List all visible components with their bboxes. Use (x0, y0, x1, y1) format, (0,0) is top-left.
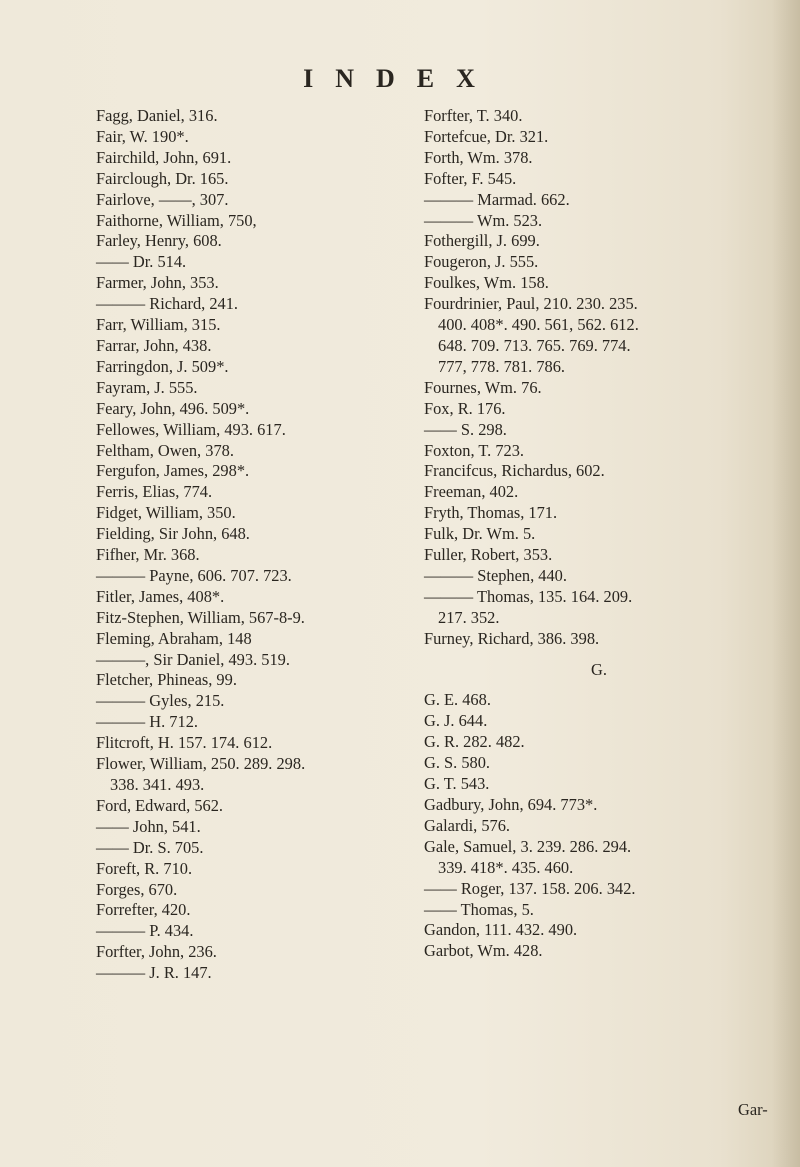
index-entry: —— John, 541. (96, 816, 201, 836)
index-entry: G. S. 580. (424, 753, 491, 773)
index-entry: ——— Marmad. 662. (424, 189, 570, 209)
index-entry: Feltham, Owen, 378. (96, 440, 234, 460)
index-entry: Fayram, J. 555. (96, 377, 198, 397)
index-entry: Flitcroft, H. 157. 174. 612. (96, 733, 273, 753)
index-column-left (96, 106, 456, 984)
index-entry: Farrar, John, 438. (96, 335, 212, 355)
index-entry: Fergufon, James, 298*. (96, 461, 250, 481)
index-entry: 648. 709. 713. 765. 769. 774. (438, 335, 631, 355)
index-entry: ——— Stephen, 440. (424, 565, 567, 585)
index-entry: Feary, John, 496. 509*. (96, 398, 250, 418)
index-entry: Ford, Edward, 562. (96, 795, 224, 815)
page-header: INDEX (303, 64, 497, 93)
index-entry: Fairlove, ——, 307. (96, 189, 229, 209)
index-entry: Fair, W. 190*. (96, 126, 189, 146)
index-entry: Fulk, Dr. Wm. 5. (424, 524, 536, 544)
index-entry: Fitz-Stephen, William, 567-8-9. (96, 607, 305, 627)
index-entry: Farley, Henry, 608. (96, 231, 222, 251)
index-entry: Fryth, Thomas, 171. (424, 503, 558, 523)
index-entry: Forrefter, 420. (96, 900, 191, 920)
index-entry: Fothergill, J. 699. (424, 231, 540, 251)
index-entry: 217. 352. (438, 607, 500, 627)
index-entry: Furney, Richard, 386. 398. (424, 628, 600, 648)
index-entry: ——— Thomas, 135. 164. 209. (424, 586, 633, 606)
index-entry: —— Dr. 514. (96, 252, 187, 272)
index-entry: 400. 408*. 490. 561, 562. 612. (438, 315, 639, 335)
index-entry: Fofter, F. 545. (424, 168, 517, 188)
index-entry: Fuller, Robert, 353. (424, 545, 553, 565)
index-entry: Fielding, Sir John, 648. (96, 524, 250, 544)
section-letter-heading: G. (591, 659, 607, 679)
index-entry: Foulkes, Wm. 158. (424, 273, 549, 293)
index-entry: Ferris, Elias, 774. (96, 482, 213, 502)
index-entry: —— Roger, 137. 158. 206. 342. (424, 878, 636, 898)
index-entry: Gale, Samuel, 3. 239. 286. 294. (424, 836, 632, 856)
index-entry: Fletcher, Phineas, 99. (96, 670, 237, 690)
index-entry: Forth, Wm. 378. (424, 147, 533, 167)
index-entry: G. J. 644. (424, 711, 488, 731)
index-entry: Faithorne, William, 750, (96, 210, 257, 230)
index-entry: G. T. 543. (424, 774, 490, 794)
index-entry: —— Dr. S. 705. (96, 837, 204, 857)
index-entry: ——— J. R. 147. (96, 963, 212, 983)
index-entry: Farr, William, 315. (96, 315, 221, 335)
index-entry: ——— Payne, 606. 707. 723. (96, 565, 292, 585)
index-entry: —— Thomas, 5. (424, 899, 534, 919)
page-edge-shadow (772, 0, 800, 1167)
index-entry: Fortefcue, Dr. 321. (424, 126, 549, 146)
index-entry: 339. 418*. 435. 460. (438, 857, 574, 877)
index-entry: Fagg, Daniel, 316. (96, 106, 218, 125)
index-entry: Fleming, Abraham, 148 (96, 628, 252, 648)
index-entry: ——— Wm. 523. (424, 210, 543, 230)
index-entry: Fifher, Mr. 368. (96, 545, 200, 565)
index-entry: Freeman, 402. (424, 482, 519, 502)
index-entry: Fairchild, John, 691. (96, 147, 232, 167)
index-entry: ——— P. 434. (96, 921, 194, 941)
index-entry: Fairclough, Dr. 165. (96, 168, 229, 188)
catchword: Gar- (738, 1100, 768, 1119)
index-entry: Farringdon, J. 509*. (96, 356, 229, 376)
index-entry: ——— Gyles, 215. (96, 691, 225, 711)
index-entry: Fourdrinier, Paul, 210. 230. 235. (424, 294, 638, 314)
index-entry: Galardi, 576. (424, 815, 511, 835)
index-entry: Farmer, John, 353. (96, 273, 219, 293)
index-entry: Flower, William, 250. 289. 298. (96, 754, 306, 774)
index-entry: G. E. 468. (424, 690, 491, 710)
index-entry: Forfter, T. 340. (424, 106, 523, 125)
index-entry: —— S. 298. (424, 419, 507, 439)
index-entry: Gandon, 111. 432. 490. (424, 920, 578, 940)
index-entry: ——— Richard, 241. (96, 294, 239, 314)
index-column-right (424, 106, 774, 962)
index-entry: Fox, R. 176. (424, 398, 506, 418)
index-entry: 338. 341. 493. (110, 775, 205, 794)
index-entry: G. R. 282. 482. (424, 732, 525, 752)
index-entry: Forges, 670. (96, 879, 178, 899)
index-entry: Fidget, William, 350. (96, 503, 236, 523)
index-entry: Foreft, R. 710. (96, 858, 193, 878)
index-entry: Fellowes, William, 493. 617. (96, 419, 286, 439)
index-entry: Forfter, John, 236. (96, 942, 217, 962)
index-entry: Garbot, Wm. 428. (424, 941, 543, 961)
index-entry: Gadbury, John, 694. 773*. (424, 795, 598, 814)
index-entry: Francifcus, Richardus, 602. (424, 461, 605, 481)
index-entry: 777, 778. 781. 786. (438, 356, 566, 376)
index-entry: ———, Sir Daniel, 493. 519. (96, 649, 290, 669)
index-entry: Foxton, T. 723. (424, 440, 525, 460)
index-entry: Fougeron, J. 555. (424, 252, 539, 272)
index-entry: Fitler, James, 408*. (96, 586, 225, 606)
index-entry: Fournes, Wm. 76. (424, 377, 542, 397)
index-entry: ——— H. 712. (96, 712, 198, 732)
